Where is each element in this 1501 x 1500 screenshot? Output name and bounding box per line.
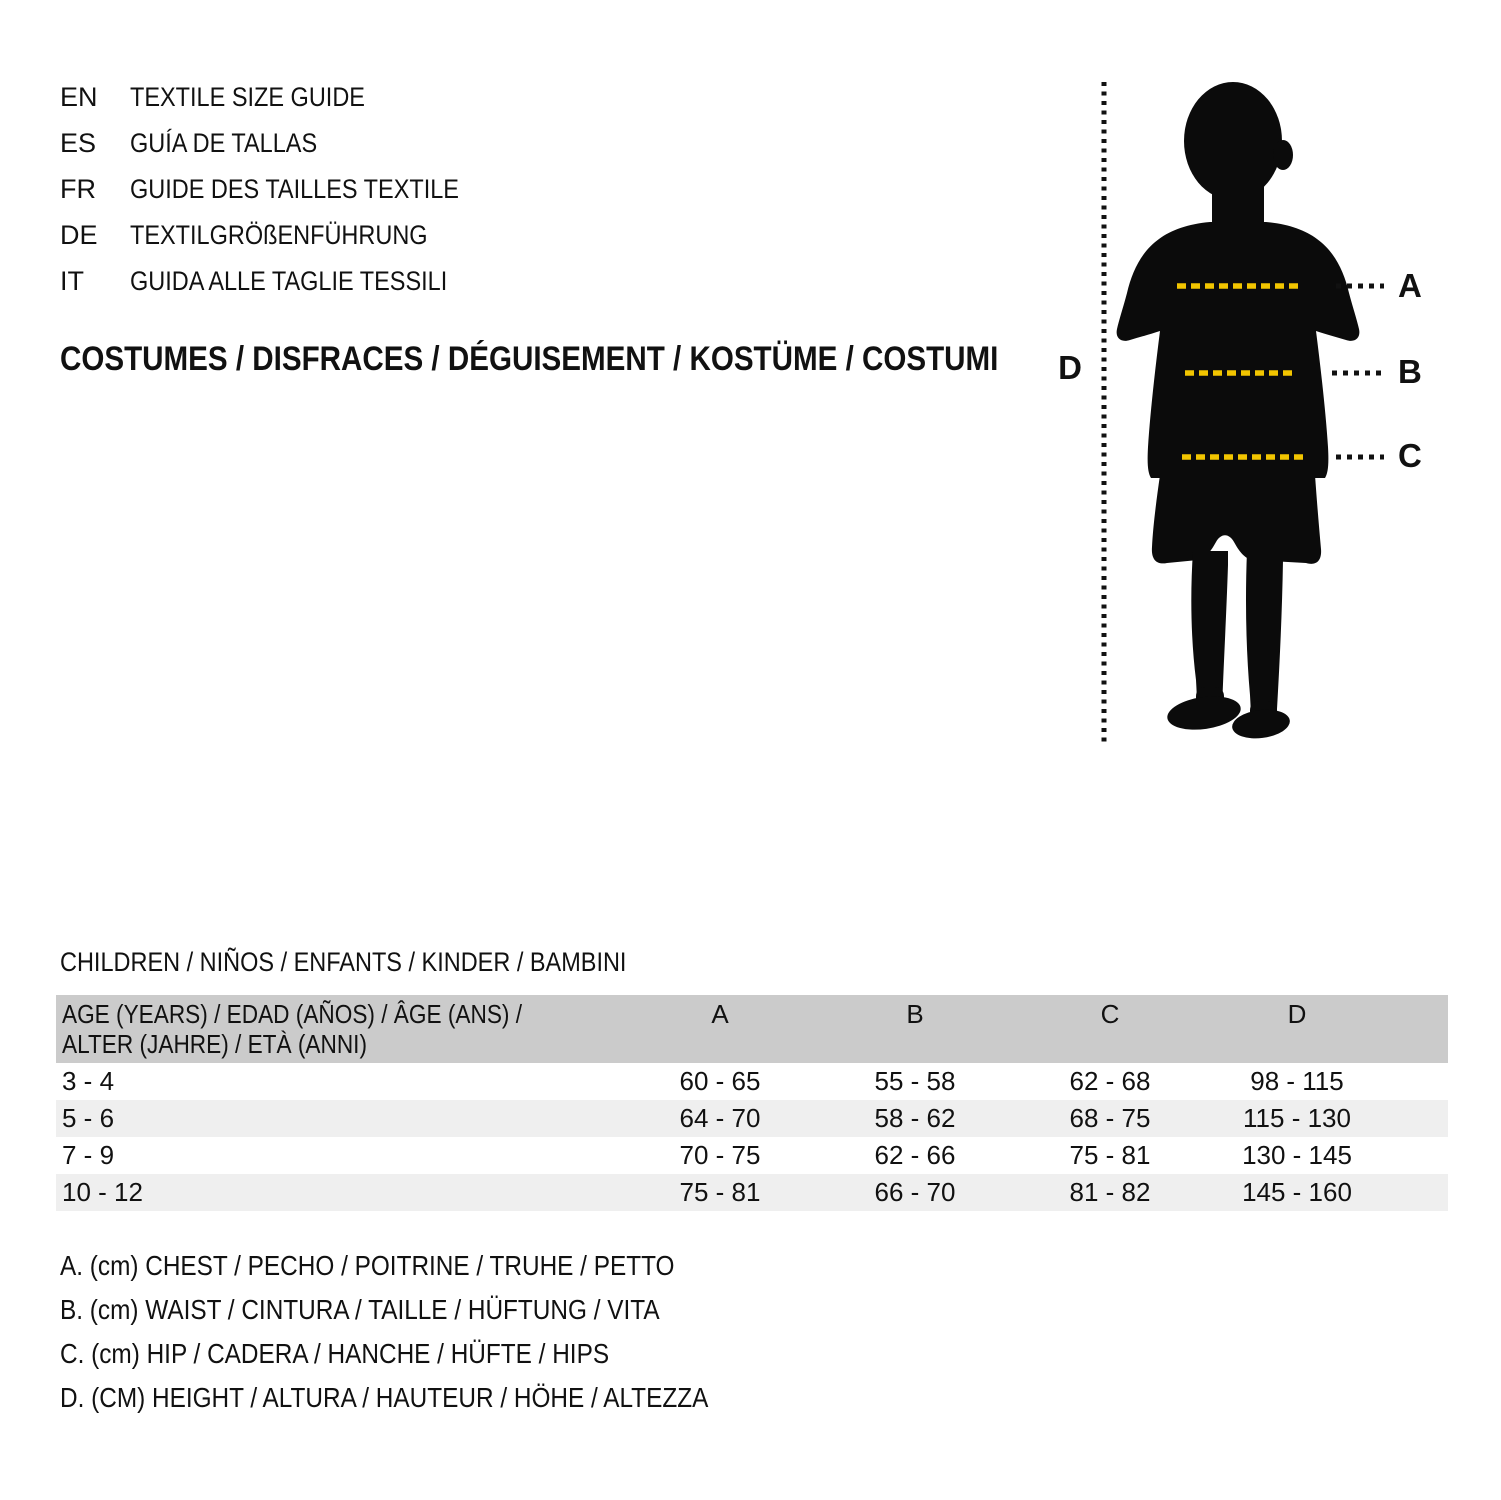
lang-title: GUIDE DES TAILLES TEXTILE bbox=[130, 174, 459, 204]
legend-height: D. (CM) HEIGHT / ALTURA / HAUTEUR / HÖHE / ALTEZZA bbox=[60, 1382, 709, 1413]
age-cell: 5 - 6 bbox=[62, 1103, 115, 1133]
waist-cell: 66 - 70 bbox=[874, 1177, 956, 1207]
category-heading: COSTUMES / DISFRACES / DÉGUISEMENT / KOSTÜME / COSTUMI bbox=[60, 340, 999, 378]
hip-cell: 75 - 81 bbox=[1069, 1140, 1151, 1170]
lang-title: GUIDA ALLE TAGLIE TESSILI bbox=[130, 266, 448, 296]
child-silhouette-figure bbox=[1090, 75, 1410, 755]
lang-title: GUÍA DE TALLAS bbox=[130, 128, 318, 158]
chest-cell: 75 - 81 bbox=[679, 1177, 761, 1207]
column-header-a: A bbox=[711, 999, 729, 1029]
waist-cell: 62 - 66 bbox=[874, 1140, 956, 1170]
silhouette-shape bbox=[1117, 82, 1360, 741]
column-header-c: C bbox=[1100, 999, 1120, 1029]
language-title-list bbox=[60, 82, 508, 312]
table-body bbox=[56, 1063, 1448, 1211]
lang-code: IT bbox=[60, 266, 84, 296]
table-row bbox=[56, 1063, 1448, 1100]
legend-hip: C. (cm) HIP / CADERA / HANCHE / HÜFTE / HIPS bbox=[60, 1338, 610, 1369]
lang-title: TEXTILGRÖßENFÜHRUNG bbox=[130, 220, 428, 250]
table-title: CHILDREN / NIÑOS / ENFANTS / KINDER / BAMBINI bbox=[60, 947, 627, 977]
hip-cell: 62 - 68 bbox=[1069, 1066, 1151, 1096]
table-row bbox=[56, 1137, 1448, 1174]
hip-cell: 68 - 75 bbox=[1069, 1103, 1151, 1133]
lang-code: DE bbox=[60, 220, 98, 250]
table-row bbox=[56, 1100, 1448, 1137]
measurement-legend bbox=[60, 1251, 805, 1427]
lang-title: TEXTILE SIZE GUIDE bbox=[130, 82, 365, 112]
lang-row-es bbox=[60, 128, 508, 158]
chest-cell: 70 - 75 bbox=[679, 1140, 761, 1170]
age-column-header: AGE (YEARS) / EDAD (AÑOS) / ÂGE (ANS) / ALTER (JAHRE) / ETÀ (ANNI) bbox=[62, 999, 523, 1059]
chest-label-a: A bbox=[1398, 267, 1422, 304]
lang-row-it bbox=[60, 266, 508, 296]
column-header-d: D bbox=[1287, 999, 1307, 1029]
chest-cell: 60 - 65 bbox=[679, 1066, 761, 1096]
lang-row-en bbox=[60, 82, 508, 112]
size-table bbox=[56, 995, 1448, 1211]
lang-row-fr bbox=[60, 174, 508, 204]
hip-label-c: C bbox=[1398, 437, 1422, 474]
lang-code: ES bbox=[60, 128, 97, 158]
age-cell: 3 - 4 bbox=[62, 1066, 115, 1096]
age-cell: 7 - 9 bbox=[62, 1140, 115, 1170]
lang-row-de bbox=[60, 220, 508, 250]
table-row bbox=[56, 1174, 1448, 1211]
height-cell: 130 - 145 bbox=[1242, 1140, 1352, 1170]
height-cell: 98 - 115 bbox=[1250, 1066, 1344, 1096]
height-cell: 115 - 130 bbox=[1243, 1103, 1351, 1133]
hip-cell: 81 - 82 bbox=[1069, 1177, 1151, 1207]
table-header-row bbox=[56, 995, 1448, 1063]
column-header-b: B bbox=[906, 999, 924, 1029]
lang-code: EN bbox=[60, 82, 98, 112]
height-label-d: D bbox=[1058, 349, 1082, 386]
chest-cell: 64 - 70 bbox=[679, 1103, 761, 1133]
waist-label-b: B bbox=[1398, 353, 1422, 390]
legend-waist: B. (cm) WAIST / CINTURA / TAILLE / HÜFTUNG / VITA bbox=[60, 1294, 660, 1325]
height-cell: 145 - 160 bbox=[1242, 1177, 1352, 1207]
waist-cell: 58 - 62 bbox=[874, 1103, 956, 1133]
legend-chest: A. (cm) CHEST / PECHO / POITRINE / TRUHE / PETTO bbox=[60, 1250, 675, 1281]
age-cell: 10 - 12 bbox=[62, 1177, 143, 1207]
waist-cell: 55 - 58 bbox=[874, 1066, 956, 1096]
lang-code: FR bbox=[60, 174, 96, 204]
